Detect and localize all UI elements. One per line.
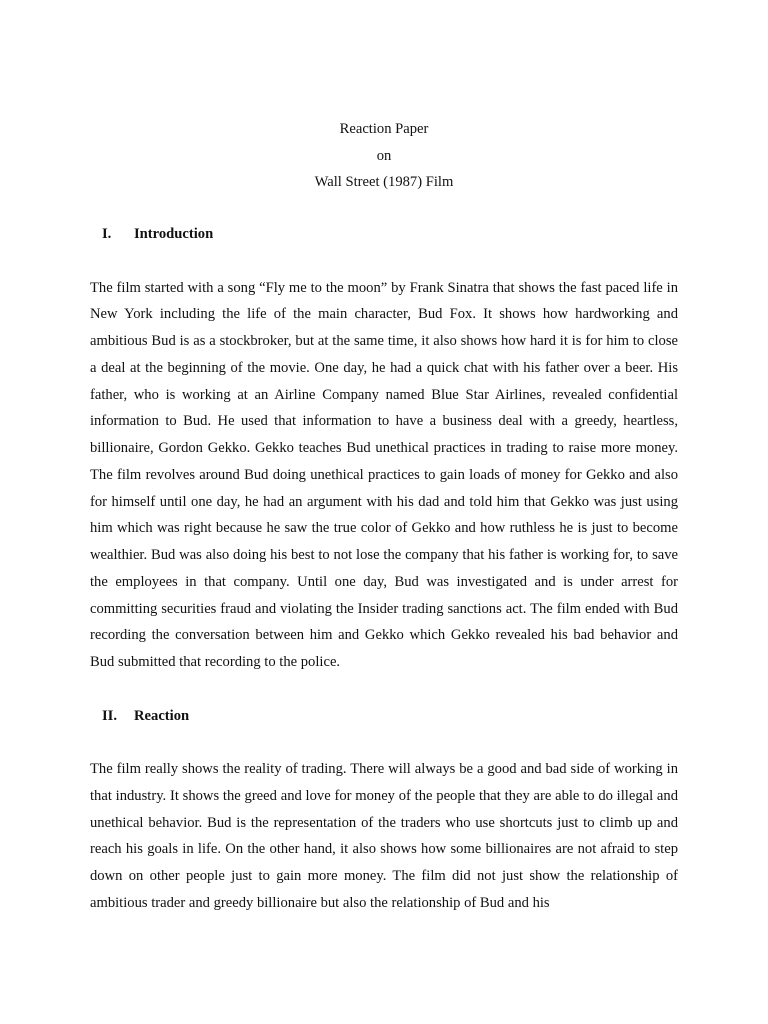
section-number: II.: [102, 707, 118, 724]
section-title: Reaction: [134, 707, 190, 724]
section-title: Introduction: [134, 226, 214, 243]
title-block: [90, 116, 678, 196]
section-heading-reaction: [90, 703, 678, 730]
reaction-paragraph: The film really shows the reality of trading. There will always be a good and bad side of working in that industry. It shows the greed and love for money of the people that they are able to do illegal and unethical behavior. Bud is the representation of the traders who use shortcuts just to climb up and reach his goals in life. On the other hand, it also shows how some billionaires are not afraid to step down on other people just to gain more money. The film did not just show the relationship of ambitious trader and greedy billionaire but also the relationship of Bud and his: [90, 761, 678, 911]
introduction-paragraph: The film started with a song “Fly me to the moon” by Frank Sinatra that shows the fast paced life in New York including the life of the main character, Bud Fox. It shows how hardworking and ambitious Bud is as a stockbroker, but at the same time, it also shows how hard it is for him to close a deal at the beginning of the movie. One day, he had a quick chat with his father over a beer. His father, who is working at an Airline Company named Blue Star Airlines, revealed confidential information to Bud. He used that information to have a business deal with a greedy, heartless, billionaire, Gordon Gekko. Gekko teaches Bud unethical practices in trading to raise more money. The film revolves around Bud doing unethical practices to gain loads of money for Gekko and also for himself until one day, he had an argument with his dad and told him that Gekko was just using him which was right because he saw the true color of Gekko and how ruthless he is just to become wealthier. Bud was also doing his best to not lose the company that his father is working for, to save the employees in that company. Until one day, Bud was investigated and is under arrest for committing securities fraud and violating the Insider trading sanctions act. The film ended with Bud recording the conversation between him and Gekko which Gekko revealed his bad behavior and Bud submitted that recording to the police.: [90, 279, 678, 670]
title-line-3: Wall Street (1987) Film: [314, 174, 454, 191]
title-line-1: Reaction Paper: [339, 121, 429, 137]
title-line-2: on: [376, 147, 392, 164]
section-number: I.: [102, 226, 112, 243]
section-heading-introduction: [90, 221, 678, 248]
